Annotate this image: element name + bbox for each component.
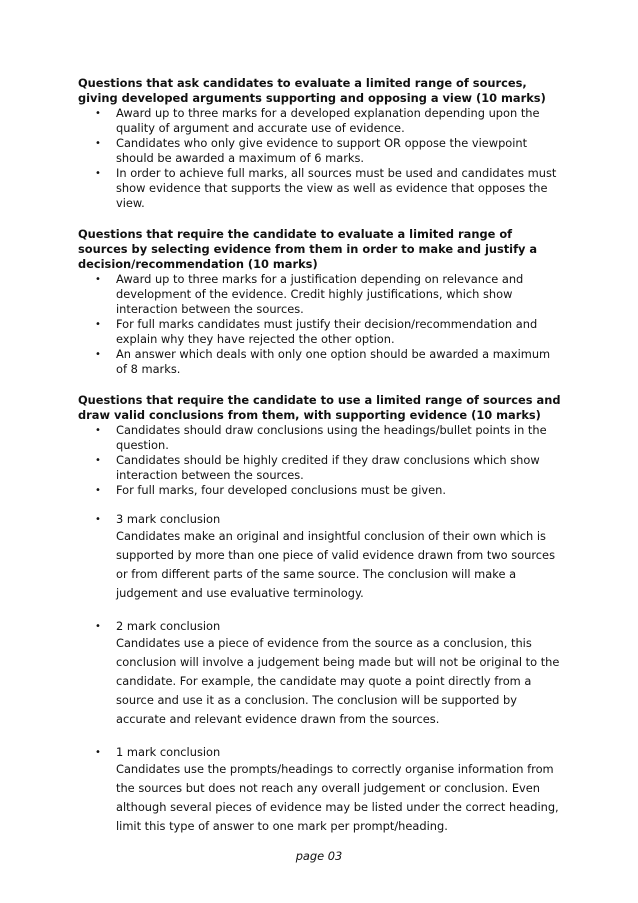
list-item	[95, 106, 564, 136]
section-evaluate-view	[78, 76, 564, 211]
list-item-text: Award up to three marks for a justification depending on relevance and development of the evidence. Credit highly justifications, which show interaction between the sources.	[116, 272, 524, 316]
bullet-icon: •	[95, 138, 101, 149]
document-page	[78, 76, 564, 852]
conclusion-title: 1 mark conclusion	[116, 745, 221, 759]
list-item-text: In order to achieve full marks, all sources must be used and candidates must show evidence that supports the view as well as evidence that opposes the view.	[116, 166, 557, 210]
bullet-icon: •	[95, 514, 101, 525]
list-item	[95, 483, 564, 498]
section-draw-conclusions	[78, 393, 564, 836]
conclusion-item	[95, 745, 564, 836]
bullet-list	[78, 272, 564, 377]
list-item	[95, 136, 564, 166]
list-item-text: Candidates who only give evidence to support OR oppose the viewpoint should be awarded a maximum of 6 marks.	[116, 136, 528, 165]
conclusion-title: 3 mark conclusion	[116, 512, 221, 526]
conclusion-description: Candidates make an original and insightful conclusion of their own which is supported by more than one piece of valid evidence drawn from two sources or from different parts of the same source. The conclusion will make a judgement and use evaluative terminology.	[116, 529, 556, 600]
bullet-icon: •	[95, 747, 101, 758]
bullet-icon: •	[95, 621, 101, 632]
bullet-list	[78, 423, 564, 498]
bullet-icon: •	[95, 108, 101, 119]
section-decision-recommendation	[78, 227, 564, 377]
list-item-text: Candidates should draw conclusions using the headings/bullet points in the question.	[116, 423, 547, 452]
list-item-text: For full marks candidates must justify their decision/recommendation and explain why they have rejected the other option.	[116, 317, 538, 346]
list-item-text: Candidates should be highly credited if they draw conclusions which show interaction between the sources.	[116, 453, 540, 482]
list-item	[95, 272, 564, 317]
bullet-icon: •	[95, 168, 101, 179]
list-item	[95, 347, 564, 377]
list-item	[95, 166, 564, 211]
bullet-icon: •	[95, 349, 101, 360]
bullet-icon: •	[95, 455, 101, 466]
bullet-icon: •	[95, 274, 101, 285]
conclusion-item	[95, 619, 564, 729]
bullet-list	[78, 106, 564, 211]
conclusion-item	[95, 512, 564, 603]
section-heading: Questions that ask candidates to evaluate a limited range of sources, giving developed arguments supporting and opposing a view (10 marks)	[78, 76, 546, 105]
list-item	[95, 423, 564, 453]
list-item-text: Award up to three marks for a developed explanation depending upon the quality of argument and accurate use of evidence.	[116, 106, 540, 135]
conclusion-title: 2 mark conclusion	[116, 619, 221, 633]
list-item	[95, 453, 564, 483]
bullet-icon: •	[95, 319, 101, 330]
list-item-text: For full marks, four developed conclusions must be given.	[116, 483, 446, 497]
section-heading: Questions that require the candidate to evaluate a limited range of sources by selecting evidence from them in order to make and justify a decision/recommendation (10 marks)	[78, 227, 538, 271]
section-heading: Questions that require the candidate to use a limited range of sources and draw valid conclusions from them, with supporting evidence (10 marks)	[78, 393, 561, 422]
conclusion-description: Candidates use the prompts/headings to correctly organise information from the sources but does not reach any overall judgement or conclusion. Even although several pieces of evidence may be listed under the correct heading, limit this type of answer to one mark per prompt/heading.	[116, 762, 559, 833]
page-number: page 03	[295, 849, 343, 863]
spacer	[78, 498, 564, 512]
bullet-icon: •	[95, 485, 101, 496]
bullet-icon: •	[95, 425, 101, 436]
list-item-text: An answer which deals with only one option should be awarded a maximum of 8 marks.	[116, 347, 551, 376]
list-item	[95, 317, 564, 347]
conclusion-description: Candidates use a piece of evidence from the source as a conclusion, this conclusion will involve a judgement being made but will not be original to the candidate. For example, the candidate may quote a point directly from a source and use it as a conclusion. The conclusion will be supported by accurate and relevant evidence drawn from the sources.	[116, 636, 560, 726]
conclusion-level-list	[78, 512, 564, 836]
